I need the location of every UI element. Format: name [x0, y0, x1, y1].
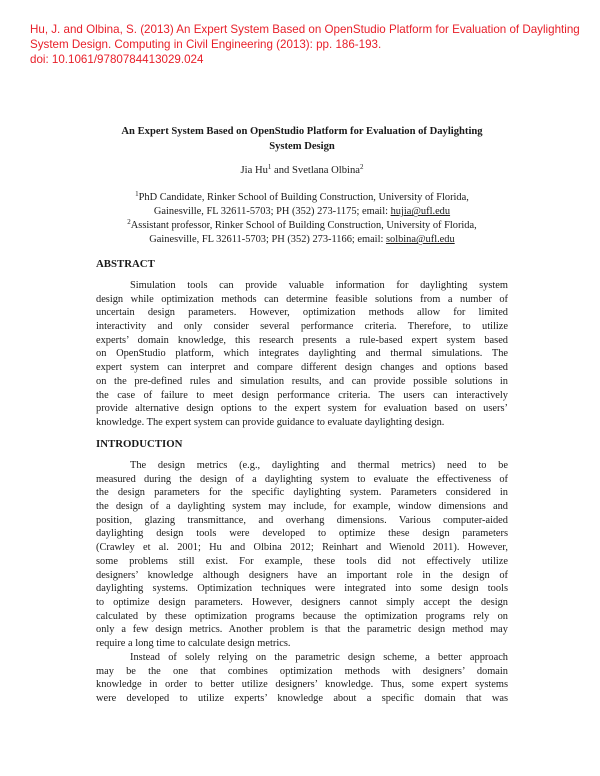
text-line: uncertain design parameters. However, optimization methods allow for limited — [96, 307, 508, 319]
text-line: expert system can interpret and compare different design changes and options based — [96, 362, 508, 374]
affiliation-line: Gainesville, FL 32611-5703; PH (352) 273-1166; email: — [149, 234, 386, 246]
citation-line: Hu, J. and Olbina, S. (2013) An Expert System Based on OpenStudio Platform for Evaluation of Daylighting — [30, 23, 580, 36]
author-name: Jia Hu — [240, 165, 268, 176]
text-line: position, glazing transmittance, and overhang dimensions. Various computer-aided — [96, 514, 508, 526]
text-line: to optimize design parameters. However, designers cannot simply accept the design — [96, 596, 508, 608]
text-line: (Crawley et al. 2001; Hu and Olbina 2012; Reinhart and Wienold 2011). However, — [96, 542, 508, 554]
citation-header — [30, 22, 585, 67]
introduction-paragraph-2 — [96, 651, 508, 706]
text-line: daylighting systems. Optimization techniques were integrated into some design tools — [96, 583, 508, 595]
text-line: calculated by these optimization programs because the optimization programs rely on — [96, 610, 508, 622]
author-conjunction: and — [271, 165, 292, 176]
affiliation-line: Gainesville, FL 32611-5703; PH (352) 273-1175; email: — [153, 206, 391, 218]
abstract-paragraph — [96, 279, 508, 430]
text-line: may be the one that combines optimization methods with designers’ domain — [96, 665, 508, 677]
affiliation-superscript: 2 — [127, 218, 131, 226]
abstract-heading: ABSTRACT — [96, 258, 155, 270]
text-line: experts’ domain knowledge, this research presents a rule-based expert system based — [96, 334, 508, 346]
text-line: the design parameters for the specific daylighting system. Parameters considered in — [96, 487, 508, 499]
text-line: interactivity and only consider several performance criteria. Therefore, to utilize — [96, 321, 508, 333]
author-name: Svetlana Olbina — [292, 165, 360, 176]
introduction-paragraph-1 — [96, 459, 508, 651]
text-line: the design of a daylighting system may include, for example, window dimensions and — [96, 501, 508, 513]
email-link[interactable]: hujia@ufl.edu — [390, 206, 451, 218]
text-line: the case of failure to meet design performance criteria. The users can interactively — [96, 389, 508, 401]
affiliation-line: Assistant professor, Rinker School of Building Construction, University of Florida, — [130, 220, 477, 231]
paper-title — [96, 124, 508, 154]
title-line: An Expert System Based on OpenStudio Platform for Evaluation of Daylighting — [121, 126, 483, 137]
text-line: designers’ knowledge although designers have an important role in the design of — [96, 569, 508, 581]
text-line: daylighting design tools were developed to optimize these design parameters — [96, 528, 508, 540]
author-list — [96, 164, 508, 178]
text-line: measured during the design of a daylighting system to evaluate the effectiveness of — [96, 473, 508, 485]
text-line: provide alternative design options to the expert system for evaluation based on users’ — [96, 403, 508, 415]
citation-line: System Design. Computing in Civil Engineering (2013): pp. 186-193. — [30, 38, 382, 51]
affiliation-line: PhD Candidate, Rinker School of Building Construction, University of Florida, — [138, 192, 469, 203]
author-superscript: 2 — [359, 163, 364, 171]
introduction-heading: INTRODUCTION — [96, 438, 183, 450]
text-line: knowledge in order to better utilize designers’ knowledge. Thus, some expert systems — [96, 679, 508, 691]
text-line: some problems still exist. For example, these tools did not effectively utilize — [96, 555, 508, 567]
title-line: System Design — [269, 141, 335, 152]
text-line: knowledge. The expert system can provide guidance to evaluate daylighting design. — [96, 416, 445, 428]
author-superscript: 1 — [267, 163, 272, 171]
text-line: were developed to utilize experts’ knowledge about a specific domain that was — [96, 693, 508, 705]
text-line: only a few design metrics. Another problem is that the parametric design method may — [96, 624, 508, 636]
citation-doi: doi: 10.1061/9780784413029.024 — [30, 53, 204, 66]
affiliation-superscript: 1 — [135, 190, 139, 198]
affiliation-2 — [96, 219, 508, 248]
text-line: on the pre-defined rules and simulation results, and can provide possible solutions in — [96, 375, 508, 387]
text-line: design while optimization methods can determine feasible solutions from a number of — [96, 293, 508, 305]
text-line: Instead of solely relying on the parametric design scheme, a better approach — [130, 652, 508, 663]
text-line: require a long time to calculate design metrics. — [96, 637, 291, 649]
text-line: on OpenStudio platform, which integrates daylighting and thermal simulations. The — [96, 348, 508, 360]
email-link[interactable]: solbina@ufl.edu — [385, 234, 455, 246]
text-line: Simulation tools can provide valuable information for daylighting system — [130, 280, 508, 291]
text-line: The design metrics (e.g., daylighting and thermal metrics) need to be — [130, 460, 508, 471]
affiliation-1 — [96, 191, 508, 220]
